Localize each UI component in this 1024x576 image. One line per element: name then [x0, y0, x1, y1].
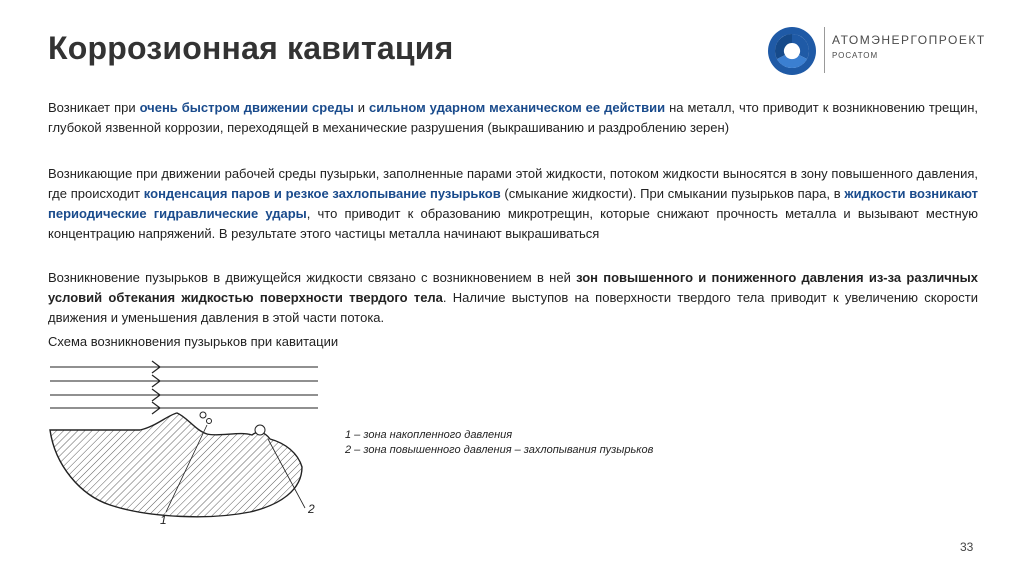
- p3-text-2: . Наличие выступов на поверхности твердого тела приводит к увеличению скорости движения и уменьшения давления в этой части потока.: [48, 290, 978, 325]
- legend-item-1: 1 – зона накопленного давления: [345, 429, 513, 441]
- diagram-label-2: 2: [308, 502, 315, 516]
- page-number: 33: [960, 540, 974, 554]
- flow-arrows: [152, 361, 160, 414]
- logo-subtitle: РОСАТОМ: [832, 51, 879, 60]
- rosatom-logo: [766, 25, 986, 77]
- bubble-1: [200, 412, 206, 418]
- diagram-legend: [345, 428, 653, 458]
- logo-divider: [824, 27, 825, 73]
- cavitation-diagram: [40, 355, 340, 535]
- logo-name: АТОМЭНЕРГОПРОЕКТ: [832, 33, 986, 47]
- p1-text-1: Возникает при: [48, 100, 140, 115]
- paragraph-1: [48, 98, 978, 138]
- p3-bold-1: зон повышенного и пониженного давления из-за различных условий обтекания жидкостью поверхности твердого тела: [48, 270, 978, 305]
- p2-text-3: , что приводит к образованию микротрещин, которые снижают прочность металла и вызывают местную концентрацию напряжений. В результате этого частицы металла начинают выкрашиваться: [48, 206, 978, 241]
- p3-text-1: Возникновение пузырьков в движущейся жидкости связано с возникновением в ней: [48, 270, 577, 285]
- paragraph-3: [48, 268, 978, 328]
- diagram-label-1: 1: [160, 513, 167, 527]
- p1-highlight-1: очень быстром движении среды: [139, 100, 354, 115]
- p2-text-2: (смыкание жидкости). При смыкании пузырьков пара, в: [500, 186, 845, 201]
- bubble-2: [207, 419, 212, 424]
- p1-text-2: и: [353, 100, 369, 115]
- p2-highlight-1: конденсация паров и резкое захлопывание пузырьков: [143, 186, 501, 201]
- bubble-3: [255, 425, 265, 435]
- legend-item-2: 2 – зона повышенного давления – захлопывания пузырьков: [345, 444, 654, 456]
- p1-highlight-2: сильном ударном механическом ее действии: [369, 100, 666, 115]
- rosatom-emblem-icon: [766, 25, 818, 77]
- p2-text-1: Возникающие при движении рабочей среды пузырьки, заполненные парами этой жидкости, потоком жидкости выносятся в зону повышенного давления, где происходит: [48, 166, 978, 201]
- paragraph-2: [48, 164, 978, 244]
- p1-text-3: на металл, что приводит к возникновению трещин, глубокой язвенной коррозии, переходящей в механические разрушения (выкрашиванию и раздроблению зерен): [48, 100, 978, 135]
- flow-lines: [50, 367, 318, 408]
- scheme-title: Схема возникновения пузырьков при кавитации: [48, 334, 339, 349]
- p2-highlight-2: жидкости возникают периодические гидравлические удары: [48, 186, 979, 221]
- page-title: Коррозионная кавитация: [48, 30, 454, 66]
